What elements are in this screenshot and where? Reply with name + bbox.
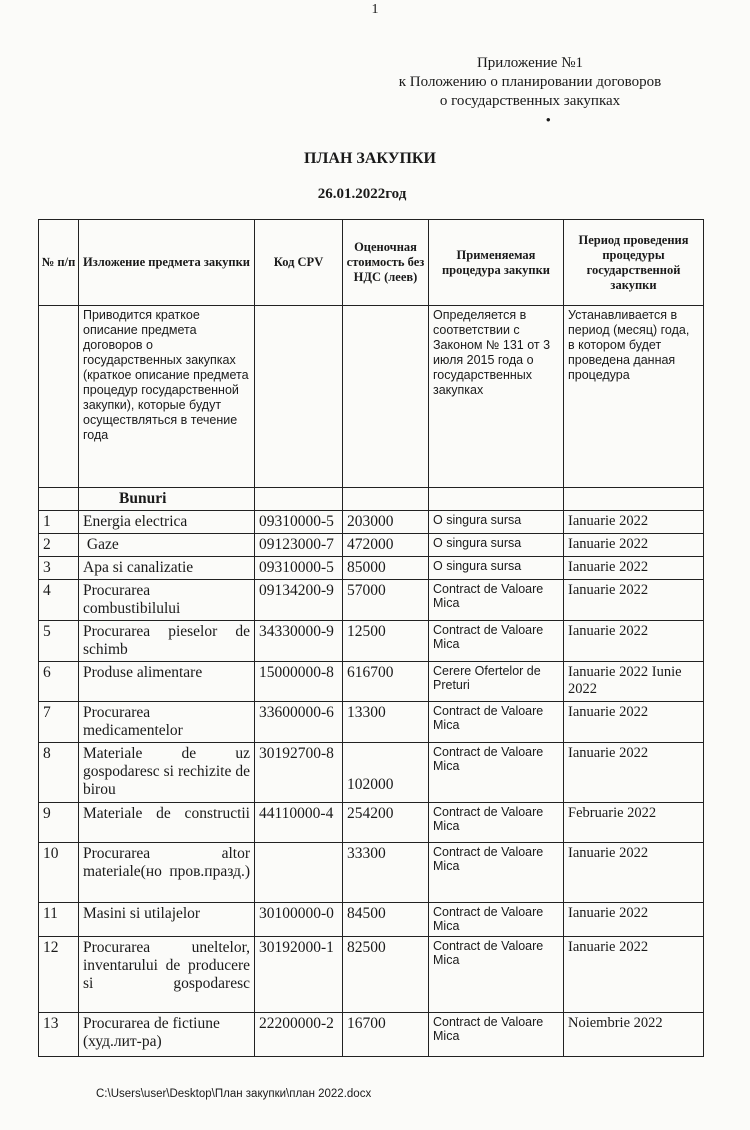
estimated-cost: 203000 — [343, 511, 429, 534]
procedure: Contract de Valoare Mica — [429, 843, 564, 903]
item-name: Materiale de uz gospodaresc si rechizite de birou — [79, 743, 255, 803]
estimated-cost: 84500 — [343, 903, 429, 937]
procedure: Contract de Valoare Mica — [429, 803, 564, 843]
annex-line-2: к Положению о планировании договоров — [398, 74, 662, 90]
row-number: 4 — [39, 580, 79, 621]
plan-date: 26.01.2022год — [317, 186, 407, 202]
period: Ianuarie 2022 — [564, 557, 704, 580]
table-row — [39, 843, 704, 903]
row-number: 1 — [39, 511, 79, 534]
table-row — [39, 743, 704, 803]
item-name: Procurarea combustibilului — [79, 580, 255, 621]
cpv-code: 30192700-8 — [255, 743, 343, 803]
procedure: Contract de Valoare Mica — [429, 903, 564, 937]
table-row — [39, 702, 704, 743]
table-row — [39, 580, 704, 621]
cpv-code: 34330000-9 — [255, 621, 343, 662]
estimated-cost: 472000 — [343, 534, 429, 557]
description-subject: Приводится краткое описание предмета договоров о государственных закупках (краткое описание предмета процедур государственной закупки), которые будут осуществляться в течение года — [79, 306, 255, 488]
header-procedure: Применяемая процедура закупки — [429, 220, 564, 306]
description-row — [39, 306, 704, 488]
table-row — [39, 511, 704, 534]
cpv-code: 44110000-4 — [255, 803, 343, 843]
item-name: Procurarea pieselor de schimb — [79, 621, 255, 662]
period: Ianuarie 2022 — [564, 534, 704, 557]
estimated-cost: 254200 — [343, 803, 429, 843]
cpv-code: 15000000-8 — [255, 662, 343, 702]
period: Ianuarie 2022 — [564, 621, 704, 662]
annex-line-1: Приложение №1 — [476, 55, 584, 71]
period: Ianuarie 2022 — [564, 580, 704, 621]
annex-line-3: о государственных закупках — [439, 93, 621, 109]
estimated-cost: 85000 — [343, 557, 429, 580]
procedure: Contract de Valoare Mica — [429, 621, 564, 662]
row-number: 5 — [39, 621, 79, 662]
period: Ianuarie 2022 — [564, 743, 704, 803]
mark: • — [546, 112, 551, 127]
item-name: Masini si utilajelor — [79, 903, 255, 937]
row-number: 8 — [39, 743, 79, 803]
cpv-code: 33600000-6 — [255, 702, 343, 743]
cpv-code: 09134200-9 — [255, 580, 343, 621]
cpv-code: 09310000-5 — [255, 511, 343, 534]
item-name: Materiale de constructii — [79, 803, 255, 843]
procedure: Cerere Ofertelor de Preturi — [429, 662, 564, 702]
period: Ianuarie 2022 — [564, 843, 704, 903]
estimated-cost: 616700 — [343, 662, 429, 702]
cpv-code: 30192000-1 — [255, 937, 343, 1013]
row-number: 9 — [39, 803, 79, 843]
row-number: 6 — [39, 662, 79, 702]
row-number: 12 — [39, 937, 79, 1013]
cpv-code: 30100000-0 — [255, 903, 343, 937]
item-name: Procurarea altor materiale(но пров.празд.) — [79, 843, 255, 903]
procedure: Contract de Valoare Mica — [429, 1013, 564, 1057]
period: Februarie 2022 — [564, 803, 704, 843]
header-cost: Оценочная стоимость без НДС (леев) — [343, 220, 429, 306]
cpv-code — [255, 843, 343, 903]
table-row — [39, 937, 704, 1013]
period: Ianuarie 2022 — [564, 702, 704, 743]
row-number: 3 — [39, 557, 79, 580]
cpv-code: 09123000-7 — [255, 534, 343, 557]
table-row — [39, 621, 704, 662]
description-period: Устанавливается в период (месяц) года, в котором будет проведена данная процедура — [564, 306, 704, 488]
file-path-footer: C:\Users\user\Desktop\План закупки\план 2022.docx — [96, 1088, 372, 1100]
estimated-cost: 82500 — [343, 937, 429, 1013]
page-number: 1 — [371, 2, 379, 17]
period: Ianuarie 2022 Iunie 2022 — [564, 662, 704, 702]
estimated-cost: 12500 — [343, 621, 429, 662]
item-name: Produse alimentare — [79, 662, 255, 702]
table-header-row — [39, 220, 704, 306]
table-row — [39, 903, 704, 937]
header-cpv: Код CPV — [255, 220, 343, 306]
header-period: Период проведения процедуры государственной закупки — [564, 220, 704, 306]
estimated-cost: 13300 — [343, 702, 429, 743]
header-subject: Изложение предмета закупки — [79, 220, 255, 306]
cpv-code: 09310000-5 — [255, 557, 343, 580]
table-row — [39, 1013, 704, 1057]
item-name: Apa si canalizatie — [79, 557, 255, 580]
procedure: O singura sursa — [429, 534, 564, 557]
annex-heading — [340, 54, 720, 111]
procedure: Contract de Valoare Mica — [429, 743, 564, 803]
item-name: Energia electrica — [79, 511, 255, 534]
item-name: Gaze — [79, 534, 255, 557]
item-name: Procurarea medicamentelor — [79, 702, 255, 743]
header-num: № п/п — [39, 220, 79, 306]
table-row — [39, 557, 704, 580]
row-number: 11 — [39, 903, 79, 937]
table-row — [39, 662, 704, 702]
section-row — [39, 488, 704, 511]
page-title: ПЛАН ЗАКУПКИ — [304, 150, 436, 167]
item-name: Procurarea uneltelor, inventarului de producere si gospodaresc — [79, 937, 255, 1013]
table-row — [39, 803, 704, 843]
procedure: Contract de Valoare Mica — [429, 702, 564, 743]
estimated-cost: 57000 — [343, 580, 429, 621]
procedure: Contract de Valoare Mica — [429, 937, 564, 1013]
row-number: 10 — [39, 843, 79, 903]
section-title: Bunuri — [79, 488, 255, 511]
cpv-code: 22200000-2 — [255, 1013, 343, 1057]
period: Ianuarie 2022 — [564, 903, 704, 937]
description-procedure: Определяется в соответствии с Законом № 131 от 3 июля 2015 года о государственных закупках — [429, 306, 564, 488]
period: Ianuarie 2022 — [564, 937, 704, 1013]
period: Ianuarie 2022 — [564, 511, 704, 534]
row-number: 7 — [39, 702, 79, 743]
estimated-cost: 33300 — [343, 843, 429, 903]
procedure: O singura sursa — [429, 557, 564, 580]
procedure: O singura sursa — [429, 511, 564, 534]
estimated-cost: 16700 — [343, 1013, 429, 1057]
estimated-cost: 102000 — [343, 743, 429, 803]
procurement-plan-table — [38, 219, 704, 1057]
item-name: Procurarea de fictiune (худ.лит-ра) — [79, 1013, 255, 1057]
row-number: 13 — [39, 1013, 79, 1057]
procedure: Contract de Valoare Mica — [429, 580, 564, 621]
row-number: 2 — [39, 534, 79, 557]
period: Noiembrie 2022 — [564, 1013, 704, 1057]
table-row — [39, 534, 704, 557]
